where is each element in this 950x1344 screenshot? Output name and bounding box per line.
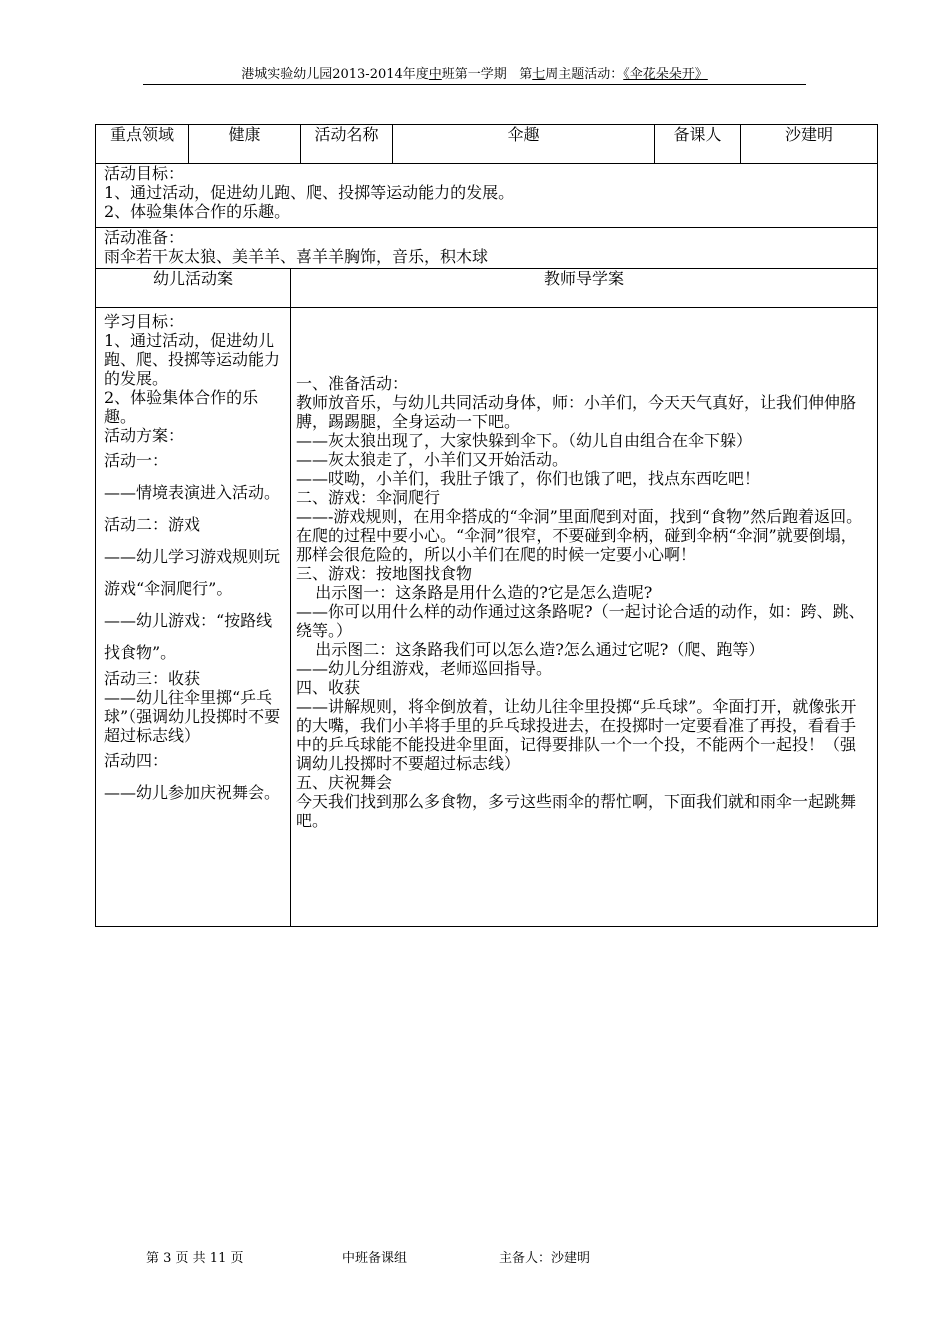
teacher-plan-line: 出示图一：这条路是用什么造的?它是怎么造呢? (315, 583, 653, 602)
header-prefix: 港城实验幼儿园2013-2014年度 (241, 67, 429, 82)
child-plan-line: 学习目标： (104, 312, 185, 331)
footer-page: 第 3 页 共 11 页 (146, 1251, 244, 1266)
child-plan-cell (96, 308, 291, 927)
preparer-value: 沙建明 (741, 125, 878, 164)
goal-item: 1、通过活动，促进幼儿跑、爬、投掷等运动能力的发展。 (104, 183, 515, 202)
child-plan-line: ——幼儿学习游戏规则玩游戏“伞洞爬行”。 (104, 547, 281, 598)
teacher-plan-line: 三、游戏：按地图找食物 (296, 564, 473, 583)
teacher-plan-line: ——讲解规则，将伞倒放着，让幼儿往伞里投掷“乒乓球”。伞面打开，就像张开的大嘴，我们小羊将手里的乒乓球投进去，在投掷时一定要看准了再投，看看手中的乒乓球能不能投进伞里面，记得要排队一个一个投，不能两个一起投！（强调幼儿投掷时不要超过标志线） (296, 697, 857, 773)
header-theme: 《伞花朵朵开》 (623, 67, 708, 82)
teacher-plan-header: 教师导学案 (291, 269, 878, 308)
child-plan-line: ——幼儿游戏：“按路线找食物”。 (104, 611, 273, 662)
teacher-plan-line: ——幼儿分组游戏，老师巡回指导。 (296, 659, 553, 678)
teacher-plan-line: ——哎呦，小羊们，我肚子饿了，你们也饿了吧，找点东西吃吧！ (296, 469, 761, 488)
teacher-plan-line: 今天我们找到那么多食物，多亏这些雨伞的帮忙啊，下面我们就和雨伞一起跳舞吧。 (296, 792, 857, 830)
child-plan-line: ——幼儿往伞里掷“乒乓球”（强调幼儿投掷时不要超过标志线） (104, 688, 281, 745)
prep-title: 活动准备： (104, 228, 185, 247)
child-plan-line: ——幼儿参加庆祝舞会。 (104, 783, 281, 802)
teacher-plan-line: ——灰太狼走了，小羊们又开始活动。 (296, 450, 569, 469)
child-plan-line: ——情境表演进入活动。 (104, 483, 281, 502)
activity-label: 活动名称 (301, 125, 393, 164)
teacher-plan-line: ——-游戏规则，在用伞搭成的“伞洞”里面爬到对面，找到“食物”然后跑着返回。在爬的过程中要小心。“伞洞”很窄，不要碰到伞柄，碰到伞柄“伞洞”就要倒塌，那样会很危险的，所以小羊们在爬的时候一定要小心啊！ (296, 507, 863, 564)
prep-text: 雨伞若干灰太狼、美羊羊、喜羊羊胸饰，音乐，积木球 (104, 247, 489, 266)
child-plan-line: 2、体验集体合作的乐趣。 (104, 388, 259, 426)
teacher-plan-line: 四、收获 (296, 678, 361, 697)
teacher-plan-line: 一、准备活动： (296, 374, 409, 393)
teacher-plan-line: ——灰太狼出现了，大家快躲到伞下。（幼儿自由组合在伞下躲） (296, 431, 753, 450)
child-plan-line: 1、通过活动，促进幼儿跑、爬、投掷等运动能力的发展。 (104, 331, 281, 388)
header-week: 七 (532, 67, 546, 82)
header-week-prefix: 第 (519, 67, 533, 82)
teacher-plan-cell (291, 308, 878, 927)
goals-title: 活动目标： (104, 164, 185, 183)
header-week-suffix: 周主题活动： (545, 67, 624, 82)
teacher-plan-line: ——你可以用什么样的动作通过这条路呢?（一起讨论合适的动作，如：跨、跳、绕等。） (296, 602, 865, 640)
header-class: 中 (428, 67, 442, 82)
goal-item: 2、体验集体合作的乐趣。 (104, 202, 291, 221)
lesson-plan-table (95, 124, 878, 927)
teacher-plan-line: 出示图二：这条路我们可以怎么造?怎么通过它呢?（爬、跑等） (315, 640, 765, 659)
child-plan-line: 活动四： (104, 751, 169, 770)
child-plan-header: 幼儿活动案 (96, 269, 291, 308)
footer-author: 主备人：沙建明 (499, 1251, 591, 1266)
teacher-plan-line: 二、游戏：伞洞爬行 (296, 488, 441, 507)
teacher-plan-line: 教师放音乐，与幼儿共同活动身体，师：小羊们，今天天气真好，让我们伸伸胳膊，踢踢腿，全身运动一下吧。 (296, 393, 857, 431)
prep-cell (96, 228, 878, 269)
page-header (143, 66, 806, 85)
child-plan-line: 活动方案： (104, 426, 185, 445)
domain-value: 健康 (189, 125, 301, 164)
teacher-plan-line: 五、庆祝舞会 (296, 773, 393, 792)
child-plan-line: 活动一： (104, 451, 169, 470)
child-plan-line: 活动三：收获 (104, 669, 201, 688)
footer-group: 中班备课组 (342, 1251, 408, 1266)
activity-value: 伞趣 (393, 125, 655, 164)
header-semester: 班第一学期 (441, 67, 507, 82)
goals-cell (96, 164, 878, 228)
child-plan-line: 活动二：游戏 (104, 515, 201, 534)
preparer-label: 备课人 (655, 125, 741, 164)
domain-label: 重点领域 (96, 125, 189, 164)
